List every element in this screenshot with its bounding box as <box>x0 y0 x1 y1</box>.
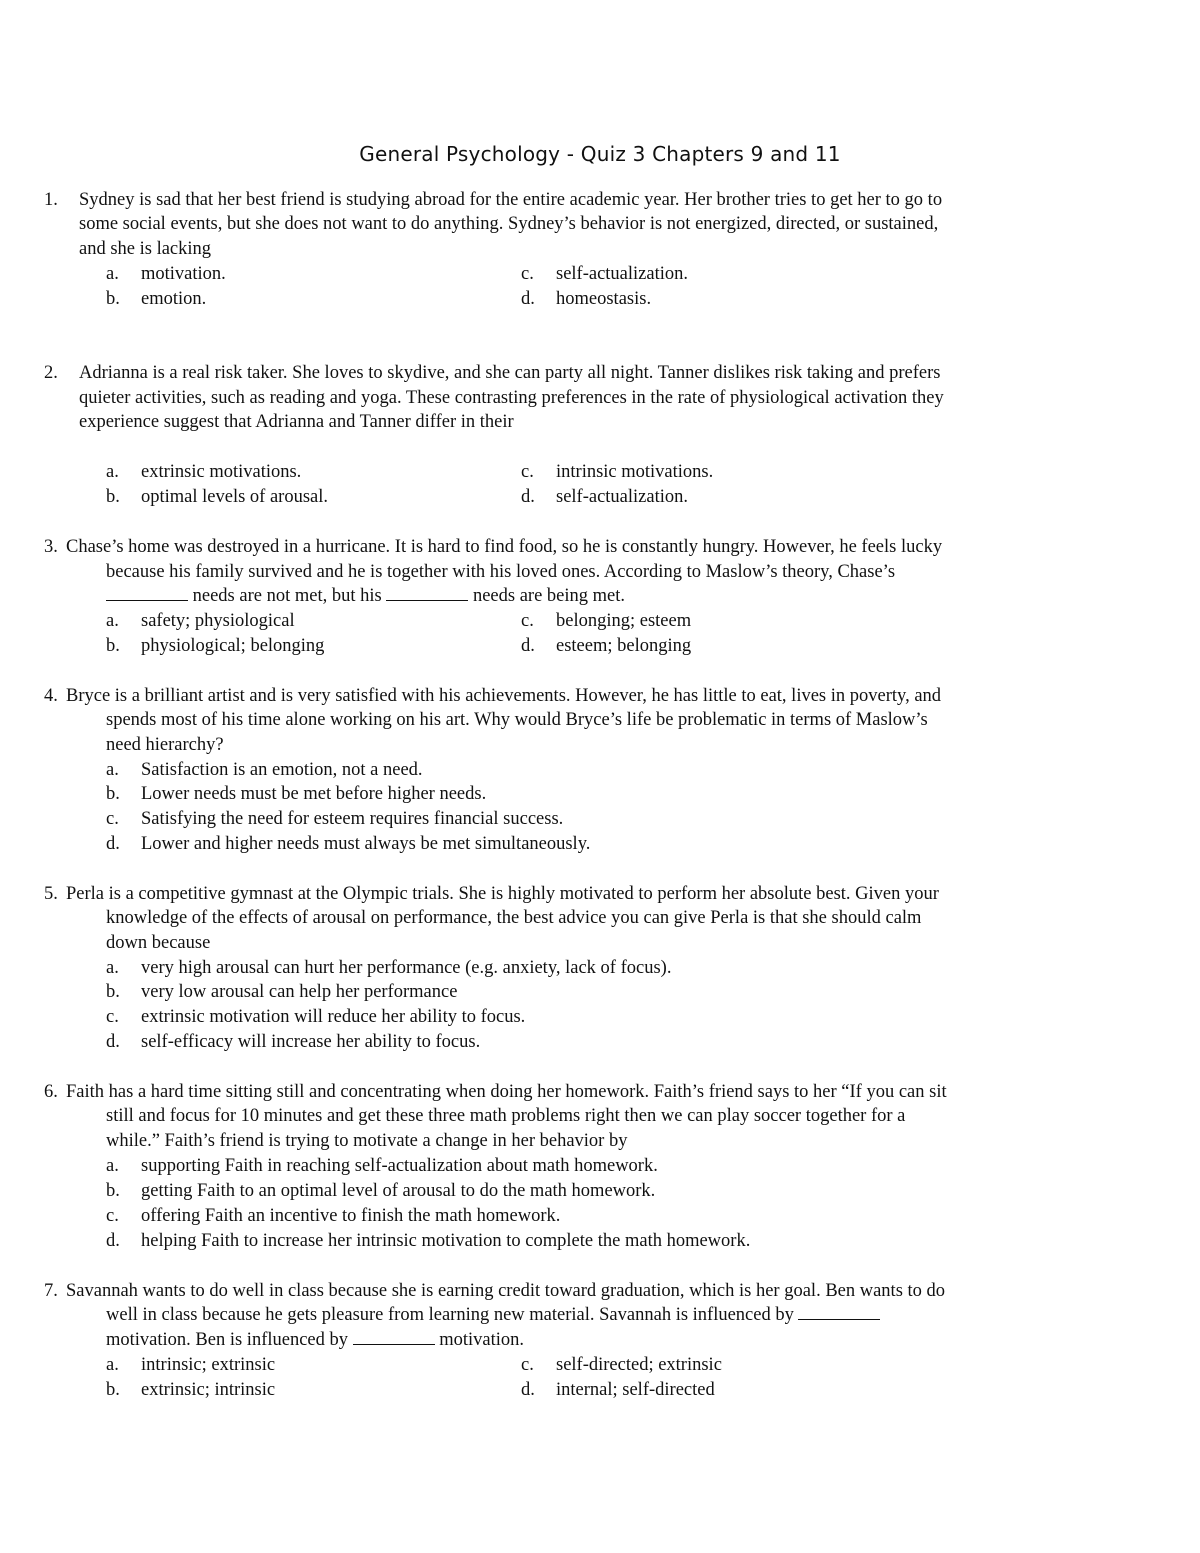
page-title: General Psychology - Quiz 3 Chapters 9 and 11 <box>359 142 841 166</box>
question-number: 4. <box>44 686 58 706</box>
question-number: 3. <box>44 537 58 557</box>
question-text-line: down because <box>106 933 211 953</box>
question-number: 5. <box>44 884 58 904</box>
question-text-line: Perla is a competitive gymnast at the Olympic trials. She is highly motivated to perform her absolute best. Given your <box>66 884 939 904</box>
question-text-line: spends most of his time alone working on his art. Why would Bryce’s life be problematic in terms of Maslow’s <box>106 710 928 730</box>
question-text-line: needs are not met, but his needs are being met. <box>106 584 625 609</box>
question-text-line: experience suggest that Adrianna and Tanner differ in their <box>79 412 514 432</box>
question-text-line: Chase’s home was destroyed in a hurricane. It is hard to find food, so he is constantly hungry. However, he feels lucky <box>66 537 943 557</box>
question-number: 1. <box>44 190 58 210</box>
question-text-line: because his family survived and he is together with his loved ones. According to Maslow’s theory, Chase’s <box>106 562 896 582</box>
question-text-line: still and focus for 10 minutes and get these three math problems right then we can play soccer together for a <box>106 1106 906 1126</box>
answer-blank <box>353 1328 435 1345</box>
question-text-line: and she is lacking <box>79 239 212 259</box>
question-text-line: some social events, but she does not want to do anything. Sydney’s behavior is not energized, directed, or sustained, <box>79 214 939 234</box>
question-number: 6. <box>44 1082 58 1102</box>
question-text-line: quieter activities, such as reading and yoga. These contrasting preferences in the rate of physiological activation they <box>79 388 944 408</box>
answer-blank <box>106 584 188 601</box>
question-number: 7. <box>44 1281 58 1301</box>
question-text-line: Adrianna is a real risk taker. She loves to skydive, and she can party all night. Tanner dislikes risk taking and prefers <box>79 363 941 383</box>
question-text-line: well in class because he gets pleasure from learning new material. Savannah is influenced by <box>106 1303 880 1328</box>
question-number: 2. <box>44 363 58 383</box>
question-text-line: need hierarchy? <box>106 735 224 755</box>
question-text-line: motivation. Ben is influenced by motivation. <box>106 1330 525 1350</box>
question-text-line: while.” Faith’s friend is trying to motivate a change in her behavior by <box>106 1131 628 1151</box>
question-text-line: Sydney is sad that her best friend is studying abroad for the entire academic year. Her brother tries to get her to go to <box>79 190 943 210</box>
answer-blank <box>798 1303 880 1320</box>
question-text-line: Bryce is a brilliant artist and is very satisfied with his achievements. However, he has little to eat, lives in poverty, and <box>66 686 942 706</box>
quiz-page: General Psychology - Quiz 3 Chapters 9 and 11 1. Sydney is sad that her best friend is studying abroad for the entire academic year. Her brother tries to get her to go to some social events, but she does not want to do anything. Sydney’s behavior is not energized, directed, or sustained, and she is lacking a. motivation. c. self-actualization. b. emotion. d. homeostasis. 2. Adrianna is a real risk taker. She loves to skydive, and she can party all night. Tanner dislikes risk taking and prefers quieter activities, such as reading and yoga. These contrasting preferences in the rate of physiological activation they experience suggest that Adrianna and Tanner differ in their a. extrinsic motivations. c. intrinsic motivations. b. optimal levels of arousal. d. self-actualization. 3. Chase’s home was destroyed in a hurricane. It is hard to find food, so he is constantly hungry. However, he feels lucky because his family survived and he is together with his loved ones. According to Maslow’s theory, Chase’s needs are not met, but his needs are being met. a. safety; physiological c. belonging; esteem b. physiological; belonging d. esteem; belonging 4. Bryce is a brilliant artist and is very satisfied with his achievements. However, he has little to eat, lives in poverty, and spends most of his time alone working on his art. Why would Bryce’s life be problematic in terms of Maslow’s need hierarchy? a. Satisfaction is an emotion, not a need. b. Lower needs must be met before higher needs. c. Satisfying the need for esteem requires financial success. d. Lower and higher needs must always be met simultaneously. 5. Perla is a competitive gymnast at the Olympic trials. She is highly motivated to perform her absolute best. Given your knowledge of the effects of arousal on performance, the best advice you can give Perla is that she should calm down because a. very high arousal can hurt her performance (e.g. anxiety, lack of focus). b. very low arousal can help her performance c. extrinsic motivation will reduce her ability to focus. d. self-efficacy will increase her ability to focus. 6. Faith has a hard time sitting still and concentrating when doing her homework. Faith’s friend says to her “If you can sit still and focus for 10 minutes and get these three math problems right then we can play soccer together for a while.” Faith’s friend is trying to motivate a change in her behavior by a. supporting Faith in reaching self-actualization about math homework. b. getting Faith to an optimal level of arousal to do the math homework. c. offering Faith an incentive to finish the math homework. d. helping Faith to increase her intrinsic motivation to complete the math homework. 7. Savannah wants to do well in class because she is earning credit toward graduation, which is her goal. Ben wants to do well in class because he gets pleasure from learning new material. Savannah is influenced by motivation. Ben is influenced by motivation. a. intrinsic; extrinsic c. self-directed; extrinsic b. extrinsic; intrinsic d. internal; self-directed <box>0 0 1200 1553</box>
question-text-line: knowledge of the effects of arousal on performance, the best advice you can give Perla is that she should calm <box>106 908 922 928</box>
answer-blank <box>386 584 468 601</box>
question-text-line: Faith has a hard time sitting still and concentrating when doing her homework. Faith’s friend says to her “If you can sit <box>66 1082 947 1102</box>
question-text-line: Savannah wants to do well in class because she is earning credit toward graduation, which is her goal. Ben wants to do <box>66 1281 946 1301</box>
